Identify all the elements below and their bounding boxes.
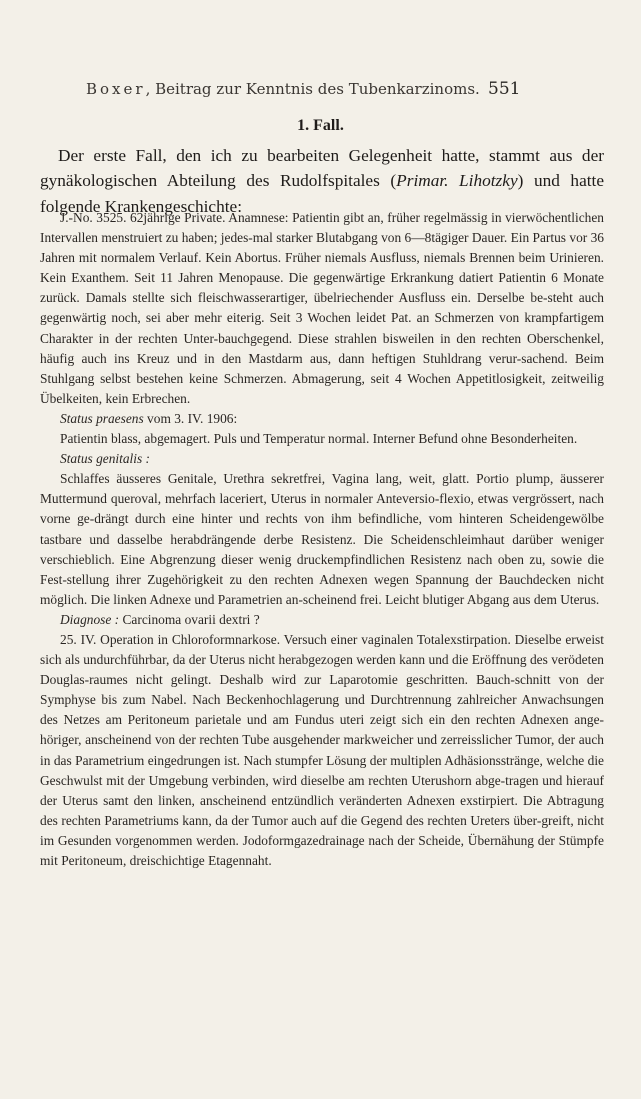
page-number: 551: [488, 79, 521, 99]
intro-italic: Primar. Lihotzky: [396, 171, 518, 191]
diagnose-text: Carcinoma ovarii dextri ?: [119, 611, 260, 627]
intro-text-2: ) und hatte folgende Krankengeschichte:: [40, 171, 605, 216]
status-praesens-date: vom 3. IV. 1906:: [143, 410, 238, 426]
paragraph-status-genitalis: Schlaffes äusseres Genitale, Urethra sekretfrei, Vagina lang, weit, glatt. Portio plump, äusserer Muttermund queroval, mehrfach laceriert, Uterus in normaler Anteversio-flexio, etwas vergrössert, nach vorne ge-drängt durch eine hinter und rechts von ihm befindliche, vom hinteren Scheidengewölbe tastbare und dasselbe herabdrängende derbe Resistenz. Die Scheidenschleimhaut darüber weniger verschieblich. Eine Abgrenzung dieser wenig druckempfindlichen Resistenz nach oben zu, sowie die Fest-stellung ihrer Zugehörigkeit zu den rechten Adnexen wegen Spannung der Bauchdecken nicht möglich. Die linken Adnexe und Parametrien an-scheinend frei. Leicht blutiger Abgang aus dem Uterus.: [40, 471, 604, 607]
body-text: [40, 208, 604, 871]
status-genitalis-label: Status genitalis :: [60, 451, 151, 467]
paragraph-status-praesens: Patientin blass, abgemagert. Puls und Temperatur normal. Interner Befund ohne Besonderheiten.: [60, 431, 578, 447]
paragraph-anamnese: J.-No. 3525. 62jährige Private. Anamnese: Patientin gibt an, früher regelmässig in vierwöchentlichen Intervallen menstruiert zu haben; jedes-mal starker Blutabgang von 6—8tägiger Dauer. Ein Partus vor 36 Jahren mit normalem Verlauf. Kein Abortus. Früher niemals Ausfluss, niemals Brennen beim Urinieren. Kein Exanthem. Seit 11 Jahren Menopause. Die gegenwärtige Erkrankung datiert Patientin 6 Monate zurück. Damals stellte sich fleischwasserartiger, übelriechender Ausfluss ein. Derselbe be-steht auch gegenwärtig noch, sei aber mehr eiterig. Seit 3 Wochen leidet Pat. an Schmerzen von krampfartigem Charakter in der rechten Unter-bauchgegend. Diese strahlen bisweilen in den rechten Oberschenkel, häufig auch ins Kreuz und in den Mastdarm aus, dann heftigen Stuhldrang verur-sachend. Beim Stuhlgang selbst bestehen keine Schmerzen. Abmagerung, seit 4 Wochen Appetitlosigkeit, zeitweilig Übelkeiten, kein Erbrechen.: [40, 210, 604, 406]
header-author: Boxer: [86, 80, 146, 98]
header-title: , Beitrag zur Kenntnis des Tubenkarzinoms.: [145, 80, 480, 98]
intro-text-1: Der erste Fall, den ich zu bearbeiten Gelegenheit hatte, stammt aus der gynäkologischen Abteilung des Rudolfspitales (: [40, 146, 604, 191]
diagnose-label: Diagnose :: [60, 611, 120, 627]
running-header: [86, 80, 516, 98]
status-praesens-heading: [40, 409, 604, 429]
paragraph-operation: 25. IV. Operation in Chloroformnarkose. Versuch einer vaginalen Totalexstirpation. Dieselbe erweist sich als undurchführbar, da der Uterus nicht herabgezogen werden kann und die Eröffnung des verödeten Douglas-raumes nicht gelingt. Deshalb wird zur Laparotomie geschritten. Bauch-schnitt von der Symphyse bis zum Nabel. Nach Beckenhochlagerung und Durchtrennung zahlreicher Anwachsungen des Netzes am Peritoneum parietale und am Fundus uteri zeigt sich ein den rechten Adnexen ange-höriger, anscheinend von der rechten Tube ausgehender markweicher und zerreisslicher Tumor, der auch in das Parametrium eingedrungen ist. Nach stumpfer Lösung der multiplen Adhäsionsstränge, welche die Geschwulst mit der Umgebung verbinden, wird dieselbe am rechten Uterushorn abge-tragen und hierauf der Uterus samt den linken, anscheinend entzündlich veränderten Adnexen exstirpiert. Die Abtragung des rechten Parametriums kann, da der Tumor auch auf die Gegend des rechten Ureters über-greift, nicht im Gesunden vorgenommen werden. Jodoformgazedrainage nach der Scheide, Übernähung der Stümpfe mit Peritoneum, dreischichtige Etagennaht.: [40, 631, 604, 868]
diagnose-line: [40, 610, 604, 630]
status-praesens-label: Status praesens: [60, 410, 144, 426]
section-title: 1. Fall.: [297, 117, 344, 134]
status-genitalis-heading: [40, 449, 604, 469]
